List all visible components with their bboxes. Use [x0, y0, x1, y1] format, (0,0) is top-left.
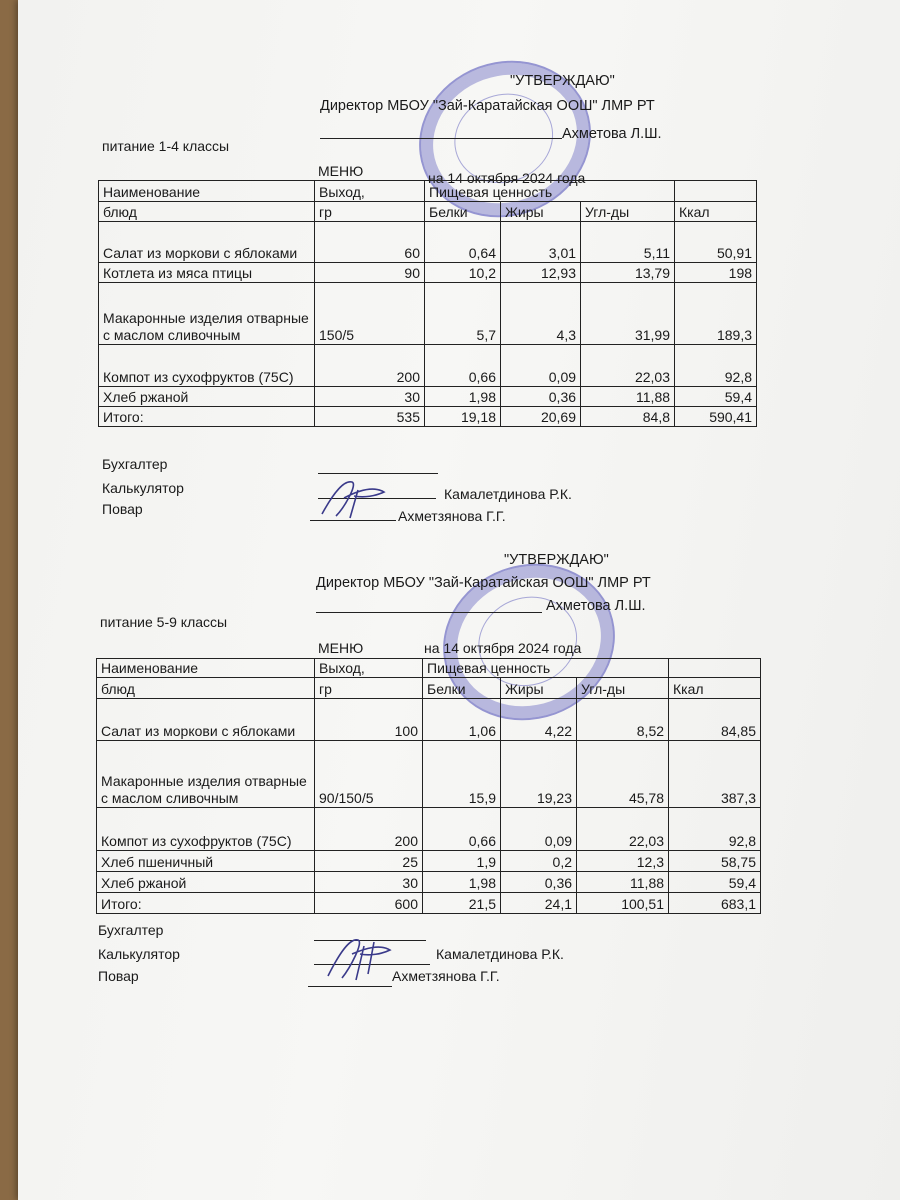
dish-carbs: 12,3	[577, 851, 669, 872]
dish-proteins: 5,7	[425, 283, 501, 345]
calculator-label: Калькулятор	[102, 480, 184, 496]
dish-fats: 0,36	[501, 387, 581, 407]
dish-yield: 90/150/5	[315, 741, 423, 808]
dish-yield: 60	[315, 222, 425, 263]
dish-kcal: 387,3	[669, 741, 761, 808]
dish-yield: 150/5	[315, 283, 425, 345]
dish-name: Макаронные изделия отварные с маслом сливочным	[99, 283, 315, 345]
total-carbs: 84,8	[581, 407, 675, 427]
header-nutrition: Пищевая ценность	[425, 181, 581, 202]
dish-kcal: 58,75	[669, 851, 761, 872]
dish-carbs: 22,03	[577, 808, 669, 851]
menu-label: МЕНЮ	[318, 640, 364, 656]
table-row	[99, 263, 757, 283]
table-row	[99, 387, 757, 407]
dish-name: Макаронные изделия отварные с маслом сливочным	[97, 741, 315, 808]
total-proteins: 19,18	[425, 407, 501, 427]
dish-carbs: 22,03	[581, 345, 675, 387]
approve-title: "УТВЕРЖДАЮ"	[510, 73, 615, 89]
handwritten-signature	[314, 472, 404, 522]
dish-fats: 0,36	[501, 872, 577, 893]
total-proteins: 21,5	[423, 893, 501, 914]
header-nutrition: Пищевая ценность	[423, 659, 577, 678]
approve-title: "УТВЕРЖДАЮ"	[504, 552, 609, 568]
menu-date: на 14 октября 2024 года	[424, 640, 582, 656]
dish-fats: 0,2	[501, 851, 577, 872]
dish-name: Хлеб ржаной	[99, 387, 315, 407]
dish-yield: 30	[315, 387, 425, 407]
total-yield: 535	[315, 407, 425, 427]
table-header-row	[97, 659, 761, 678]
total-carbs: 100,51	[577, 893, 669, 914]
dish-kcal: 84,85	[669, 699, 761, 741]
dish-carbs: 31,99	[581, 283, 675, 345]
table-header-row	[99, 181, 757, 202]
director-name: Ахметова Л.Ш.	[546, 598, 646, 614]
table-row	[97, 741, 761, 808]
header-name: Наименование	[97, 659, 315, 678]
table-row	[97, 808, 761, 851]
director-line: Директор МБОУ "Зай-Каратайская ООШ" ЛМР РТ	[320, 98, 655, 114]
menu-table	[98, 180, 757, 427]
table-row	[97, 851, 761, 872]
cook-name: Ахметзянова Г.Г.	[398, 508, 506, 524]
header-yield-sub: гр	[315, 202, 425, 222]
header-kcal: Ккал	[675, 202, 757, 222]
dish-name: Хлеб ржаной	[97, 872, 315, 893]
cook-label: Повар	[102, 501, 143, 517]
dish-fats: 19,23	[501, 741, 577, 808]
accountant-label: Бухгалтер	[102, 456, 168, 472]
director-name: Ахметова Л.Ш.	[562, 126, 662, 142]
dish-carbs: 8,52	[577, 699, 669, 741]
dish-yield: 25	[315, 851, 423, 872]
dish-yield: 200	[315, 808, 423, 851]
dish-name: Компот из сухофруктов (75С)	[97, 808, 315, 851]
calculator-name: Камалетдинова Р.К.	[436, 946, 564, 962]
accountant-label: Бухгалтер	[98, 922, 164, 938]
dish-kcal: 59,4	[675, 387, 757, 407]
table-row	[99, 222, 757, 263]
handwritten-signature	[318, 928, 408, 984]
total-label: Итого:	[97, 893, 315, 914]
dish-carbs: 11,88	[581, 387, 675, 407]
dish-kcal: 59,4	[669, 872, 761, 893]
menu-label: МЕНЮ	[318, 163, 364, 179]
header-carbs: Угл-ды	[581, 202, 675, 222]
header-name: Наименование	[99, 181, 315, 202]
dish-proteins: 1,06	[423, 699, 501, 741]
dish-proteins: 1,98	[425, 387, 501, 407]
dish-name: Салат из моркови с яблоками	[99, 222, 315, 263]
header-name-sub: блюд	[99, 202, 315, 222]
calculator-label: Калькулятор	[98, 946, 180, 962]
table-header-row	[97, 678, 761, 699]
dish-proteins: 0,66	[423, 808, 501, 851]
table-row	[97, 699, 761, 741]
dish-fats: 0,09	[501, 808, 577, 851]
dish-proteins: 0,66	[425, 345, 501, 387]
dish-yield: 30	[315, 872, 423, 893]
dish-proteins: 1,9	[423, 851, 501, 872]
group-label: питание 5-9 классы	[100, 614, 228, 630]
header-carbs: Угл-ды	[577, 678, 669, 699]
dish-proteins: 15,9	[423, 741, 501, 808]
dish-yield: 100	[315, 699, 423, 741]
cook-name: Ахметзянова Г.Г.	[392, 968, 500, 984]
dish-name: Компот из сухофруктов (75С)	[99, 345, 315, 387]
total-fats: 24,1	[501, 893, 577, 914]
menu-table	[96, 658, 761, 914]
header-proteins: Белки	[425, 202, 501, 222]
dish-name: Салат из моркови с яблоками	[97, 699, 315, 741]
dish-kcal: 92,8	[675, 345, 757, 387]
total-yield: 600	[315, 893, 423, 914]
header-yield-sub: гр	[315, 678, 423, 699]
dish-kcal: 189,3	[675, 283, 757, 345]
dish-fats: 0,09	[501, 345, 581, 387]
dish-proteins: 10,2	[425, 263, 501, 283]
dish-proteins: 0,64	[425, 222, 501, 263]
total-kcal: 683,1	[669, 893, 761, 914]
director-line: Директор МБОУ "Зай-Каратайская ООШ" ЛМР РТ	[316, 575, 651, 591]
dish-fats: 4,22	[501, 699, 577, 741]
total-row	[99, 407, 757, 427]
document-page	[18, 0, 900, 1200]
header-proteins: Белки	[423, 678, 501, 699]
table-row	[99, 283, 757, 345]
header-fats: Жиры	[501, 202, 581, 222]
dish-kcal: 50,91	[675, 222, 757, 263]
dish-yield: 200	[315, 345, 425, 387]
table-header-row	[99, 202, 757, 222]
cook-signature-line	[308, 986, 392, 987]
dish-carbs: 13,79	[581, 263, 675, 283]
dish-name: Хлеб пшеничный	[97, 851, 315, 872]
total-kcal: 590,41	[675, 407, 757, 427]
header-fats: Жиры	[501, 678, 577, 699]
total-fats: 20,69	[501, 407, 581, 427]
total-row	[97, 893, 761, 914]
dish-kcal: 92,8	[669, 808, 761, 851]
dish-yield: 90	[315, 263, 425, 283]
calculator-name: Камалетдинова Р.К.	[444, 486, 572, 502]
director-signature-line	[320, 138, 562, 139]
dish-fats: 3,01	[501, 222, 581, 263]
cook-label: Повар	[98, 968, 139, 984]
director-signature-line	[316, 612, 542, 613]
dish-proteins: 1,98	[423, 872, 501, 893]
header-name-sub: блюд	[97, 678, 315, 699]
dish-fats: 4,3	[501, 283, 581, 345]
dish-carbs: 5,11	[581, 222, 675, 263]
menu-date: на 14 октября 2024 года	[428, 170, 586, 186]
dish-name: Котлета из мяса птицы	[99, 263, 315, 283]
header-kcal: Ккал	[669, 678, 761, 699]
dish-kcal: 198	[675, 263, 757, 283]
dish-fats: 12,93	[501, 263, 581, 283]
header-yield: Выход,	[315, 181, 425, 202]
dish-carbs: 45,78	[577, 741, 669, 808]
table-row	[97, 872, 761, 893]
dish-carbs: 11,88	[577, 872, 669, 893]
total-label: Итого:	[99, 407, 315, 427]
group-label: питание 1-4 классы	[102, 138, 230, 154]
table-row	[99, 345, 757, 387]
header-yield: Выход,	[315, 659, 423, 678]
